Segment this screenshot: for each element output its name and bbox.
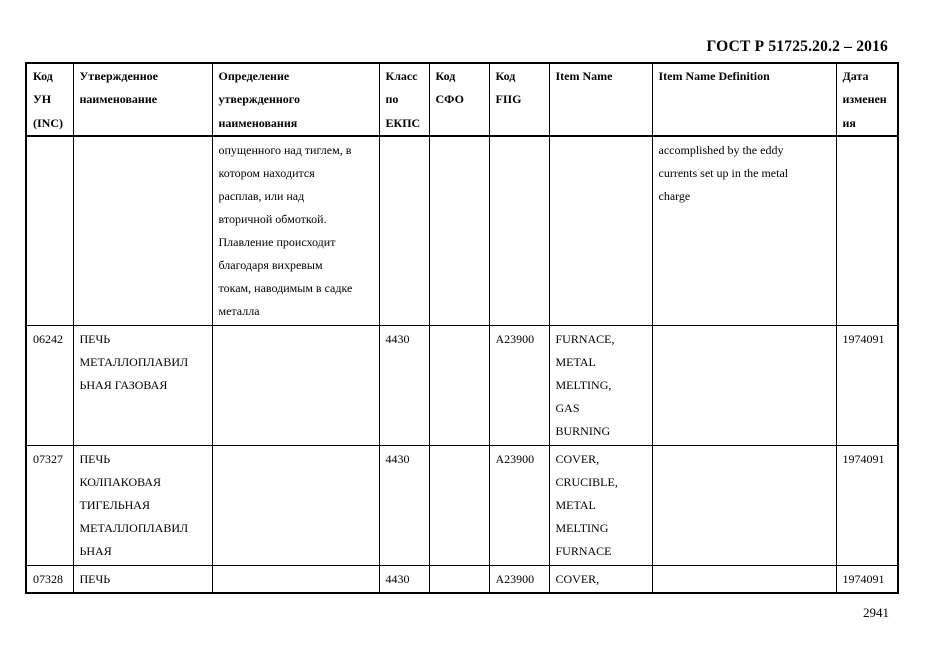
cell-line: accomplished by the eddy xyxy=(658,142,784,157)
header-approved-name xyxy=(73,63,212,136)
cell-inc xyxy=(26,326,73,446)
cell-definition xyxy=(212,326,379,446)
cell-line: благодаря вихревым xyxy=(218,257,323,272)
table-row xyxy=(26,566,898,593)
cell-line: МЕТАЛЛОПЛАВИЛ xyxy=(79,355,189,370)
header-line: Item Name xyxy=(555,69,613,83)
cell-line: A23900 xyxy=(495,572,535,587)
cell-inc xyxy=(26,566,73,593)
header-line: по xyxy=(385,92,399,107)
cell-line: FURNACE xyxy=(555,544,612,559)
table-row xyxy=(26,136,898,326)
cell-change-date xyxy=(836,446,898,566)
cell-item-name xyxy=(549,326,652,446)
header-line: наименование xyxy=(79,92,158,107)
cell-inc xyxy=(26,446,73,566)
header-sfo-code xyxy=(429,63,489,136)
cell-line: расплав, или над xyxy=(218,188,305,203)
document-standard-title: ГОСТ Р 51725.20.2 – 2016 xyxy=(706,38,888,55)
table-row xyxy=(26,446,898,566)
cell-line: ТИГЕЛЬНАЯ xyxy=(79,498,150,513)
cell-approved-name xyxy=(73,136,212,326)
table-row xyxy=(26,326,898,446)
cell-line: котором находится xyxy=(218,165,315,180)
cell-line: A23900 xyxy=(495,332,535,347)
header-line: Класс xyxy=(385,69,418,83)
cell-line: 06242 xyxy=(33,332,63,347)
cell-line: GAS xyxy=(555,401,580,416)
cell-line: charge xyxy=(658,188,691,203)
cell-line: FURNACE, xyxy=(555,332,615,347)
cell-fiig-code xyxy=(489,136,549,326)
page-number: 2941 xyxy=(863,605,889,620)
cell-class-ekps xyxy=(379,136,429,326)
cell-line: ПЕЧЬ xyxy=(79,332,111,347)
cell-line: 1974091 xyxy=(842,452,885,467)
header-fiig-code xyxy=(489,63,549,136)
cell-line: COVER, xyxy=(555,452,600,467)
table-header-row xyxy=(26,63,898,136)
catalog-table xyxy=(25,62,899,594)
cell-line: металла xyxy=(218,303,260,318)
cell-line: опущенного над тиглем, в xyxy=(218,142,352,157)
header-line: изменен xyxy=(842,92,887,107)
header-item-name xyxy=(549,63,652,136)
cell-line: токам, наводимым в садке xyxy=(218,280,353,295)
cell-approved-name xyxy=(73,566,212,593)
cell-fiig-code xyxy=(489,566,549,593)
cell-line: ПЕЧЬ xyxy=(79,452,111,467)
cell-line: 07327 xyxy=(33,452,63,467)
header-line: СФО xyxy=(435,92,464,107)
header-line: УН xyxy=(33,92,52,107)
cell-change-date xyxy=(836,566,898,593)
cell-change-date xyxy=(836,326,898,446)
cell-item-name-definition xyxy=(652,136,836,326)
cell-line: BURNING xyxy=(555,424,611,439)
cell-item-name-definition xyxy=(652,566,836,593)
cell-definition xyxy=(212,136,379,326)
cell-item-name xyxy=(549,136,652,326)
header-line: утвержденного xyxy=(218,92,300,107)
header-line: наименования xyxy=(218,115,298,130)
header-line: ия xyxy=(842,115,856,130)
cell-line: 4430 xyxy=(385,332,410,347)
header-line: Код xyxy=(33,69,53,83)
cell-line: MELTING, xyxy=(555,378,612,393)
cell-item-name-definition xyxy=(652,326,836,446)
cell-class-ekps xyxy=(379,566,429,593)
header-inc xyxy=(26,63,73,136)
cell-change-date xyxy=(836,136,898,326)
cell-fiig-code xyxy=(489,326,549,446)
header-line: Дата xyxy=(842,69,869,83)
header-definition xyxy=(212,63,379,136)
cell-line: 07328 xyxy=(33,572,63,587)
cell-line: вторичной обмоткой. xyxy=(218,211,327,226)
cell-item-name xyxy=(549,446,652,566)
cell-item-name-definition xyxy=(652,446,836,566)
cell-line: 1974091 xyxy=(842,332,885,347)
cell-sfo-code xyxy=(429,446,489,566)
cell-sfo-code xyxy=(429,136,489,326)
cell-line: CRUCIBLE, xyxy=(555,475,618,490)
header-line: Код xyxy=(495,69,516,83)
cell-line: ЬНАЯ ГАЗОВАЯ xyxy=(79,378,168,393)
header-line: Утвержденное xyxy=(79,69,158,83)
cell-line: Плавление происходит xyxy=(218,234,336,249)
header-line: ЕКПС xyxy=(385,115,421,130)
cell-class-ekps xyxy=(379,326,429,446)
cell-line: METAL xyxy=(555,355,596,370)
header-change-date xyxy=(836,63,898,136)
cell-line: ПЕЧЬ xyxy=(79,572,111,587)
cell-line: ЬНАЯ xyxy=(79,544,112,559)
header-line: (INC) xyxy=(33,115,63,130)
header-line: Item Name Definition xyxy=(658,69,770,83)
cell-sfo-code xyxy=(429,326,489,446)
cell-approved-name xyxy=(73,446,212,566)
cell-approved-name xyxy=(73,326,212,446)
cell-definition xyxy=(212,446,379,566)
cell-line: МЕТАЛЛОПЛАВИЛ xyxy=(79,521,189,536)
header-line: Определение xyxy=(218,69,290,83)
header-line: FIIG xyxy=(495,92,522,107)
cell-line: 1974091 xyxy=(842,572,885,587)
cell-item-name xyxy=(549,566,652,593)
header-item-name-definition xyxy=(652,63,836,136)
header-line: Код xyxy=(435,69,456,83)
cell-inc xyxy=(26,136,73,326)
cell-line: METAL xyxy=(555,498,596,513)
header-class-ekps xyxy=(379,63,429,136)
cell-line: MELTING xyxy=(555,521,609,536)
cell-line: 4430 xyxy=(385,452,410,467)
cell-class-ekps xyxy=(379,446,429,566)
cell-line: 4430 xyxy=(385,572,410,587)
cell-sfo-code xyxy=(429,566,489,593)
cell-line: COVER, xyxy=(555,572,600,587)
cell-line: A23900 xyxy=(495,452,535,467)
cell-fiig-code xyxy=(489,446,549,566)
cell-definition xyxy=(212,566,379,593)
cell-line: КОЛПАКОВАЯ xyxy=(79,475,162,490)
cell-line: currents set up in the metal xyxy=(658,165,789,180)
